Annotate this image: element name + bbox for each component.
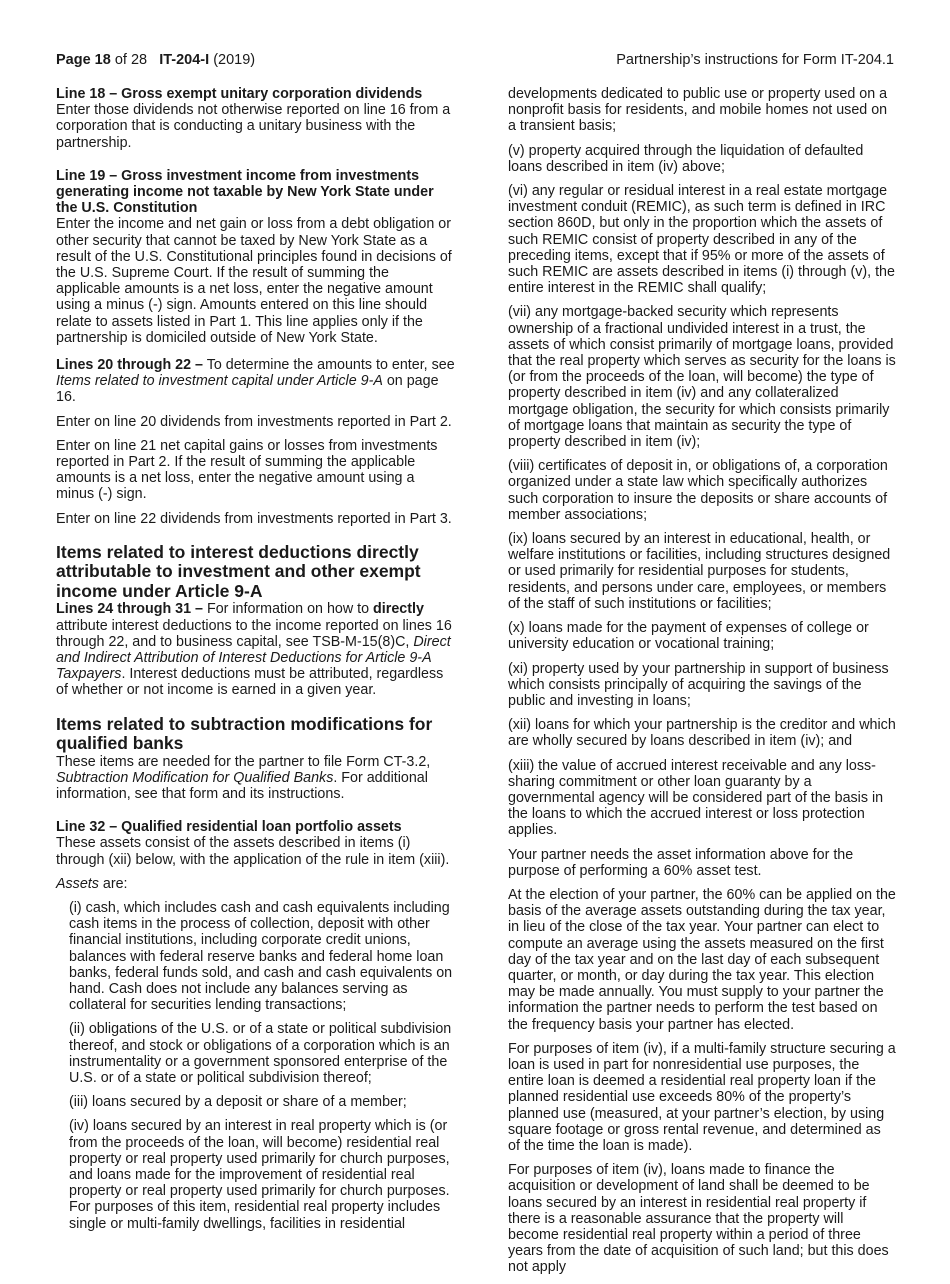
list-item: (i) cash, which includes cash and cash equivalents including cash items in the process of collection, deposit with other financial institutions, including corporate credit unions, balances with federal reserve banks and federal home loan banks, federal funds sold, and cash and cash equivalents on hand. Cash does not include any balances serving as collateral for securities lending transactions; <box>69 900 453 1014</box>
list-item: (xii) loans for which your partnership is the creditor and which are wholly secured by loans described in item (iv); and <box>508 717 896 750</box>
lines24-text-b: attribute interest deductions to the income reported on lines 16 through 22, and to business capital, see TSB-M-15(8)C, <box>56 617 452 650</box>
subtraction-paragraph <box>56 754 456 803</box>
left-column <box>56 86 456 1240</box>
list-item: (ix) loans secured by an interest in educational, health, or welfare institutions or facilities, including structures designed or used primarily for residential purposes for students, residents, and persons under care, employees, or members of the staff of such institutions or facilities; <box>508 531 891 612</box>
partner-asset-paragraph: Your partner needs the asset information above for the purpose of performing a 60% asset test. <box>508 846 854 879</box>
lines24-italic: Direct and Indirect Attribution of Interest Deductions for Article 9-A Taxpayers <box>56 633 451 683</box>
page-header <box>56 52 894 72</box>
page-label: Page 18 <box>56 52 111 68</box>
header-title: Partnership’s instructions for Form IT-204.1 <box>616 52 894 68</box>
page-number <box>56 52 255 68</box>
list-item: (ii) obligations of the U.S. or of a state or political subdivision thereof, and stock or obligations of a corporation which is an instrumentality or a government sponsored enterprise of the U.S. or of a state or political subdivision thereof; <box>69 1021 452 1087</box>
lines24-text-a: For information on how to <box>202 601 374 618</box>
multifamily-paragraph: For purposes of item (iv), if a multi-family structure securing a loan is used in part for nonresidential use purposes, the entire loan is deemed a residential real property loan if the planned residential use exceeds 80% of the property’s planned use (measured, at your partner’s election, by using square footage or gross rental revenue, and determined as of the time the loan is made). <box>508 1040 896 1154</box>
election-paragraph: At the election of your partner, the 60% can be applied on the basis of the average assets outstanding during the tax year, in lieu of the close of the tax year. Your partner can elect to compute an average using the assets measured on the first day of the tax year and on the last day of each subsequent quarter, or month, or day during the tax year. This election may be made annually. You must supply to your partner the information the partner needs to perform the test based on the frequency basis your partner has elected. <box>508 886 896 1033</box>
line32-heading: Line 32 – Qualified residential loan portfolio assets <box>56 819 402 836</box>
line18-body: Enter those dividends not otherwise reported on line 16 from a corporation that is conducting a unitary business with the partnership. <box>56 102 451 151</box>
line21-paragraph: Enter on line 21 net capital gains or losses from investments reported in Part 2. If the result of summing the applicable amounts is a net loss, enter the negative amount using a minus (-) sign. <box>56 437 438 503</box>
lines24-bold: Lines 24 through 31 – <box>56 601 203 618</box>
line20-paragraph: Enter on line 20 dividends from investments reported in Part 2. <box>56 413 452 430</box>
subtraction-italic: Subtraction Modification for Qualified Banks <box>56 769 334 786</box>
assets-italic: Assets <box>56 875 99 892</box>
lines20-italic: Items related to investment capital under Article 9-A <box>56 373 383 390</box>
lines20-end: on page 16. <box>56 373 439 406</box>
line19-heading: Line 19 – Gross investment income from investments generating income not taxable by New York State under the U.S. Constitution <box>56 167 434 217</box>
list-item: (vi) any regular or residual interest in a real estate mortgage investment conduit (REMIC), as such term is defined in IRC section 860D, but only in the proportion which the assets of such REMIC consist of property described in any of the preceding items, except that if 95% or more of the assets of such REMIC are assets described in items (i) through (v), the entire interest in the REMIC shall qualify; <box>508 183 895 297</box>
subtraction-text-b: . For additional information, see that form and its instructions. <box>56 769 428 802</box>
assets-rest: are: <box>98 875 128 892</box>
list-item: (vii) any mortgage-backed security which represents ownership of a fractional undivided interest in a trust, the assets of which consist primarily of mortgage loans, provided that the real property which serves as security for the loans is (or from the proceeds of the loan, will become) the type of property described in item (iv) and any collateralized mortgage obligation, the security for which consists primarily of mortgage loans that maintain as security the type of property described in item (iv); <box>508 304 896 451</box>
item-iv-continuation: developments dedicated to public use or property used on a nonprofit basis for residents, and mobile homes not used on a transient basis; <box>508 86 888 135</box>
line19-body: Enter the income and net gain or loss from a debt obligation or other security that cannot be taxed by New York State as a result of the U.S. Constitutional principles found in decisions of the U.S. Supreme Court. If the result of summing the applicable amounts is a net loss, enter the negative amount using a minus (-) sign. Amounts entered on this line should relate to assets listed in Part 1. This line applies only if the partnership is domiciled outside of New York State. <box>56 216 452 346</box>
line18-heading: Line 18 – Gross exempt unitary corporation dividends <box>56 86 423 102</box>
lines24-text-c: . Interest deductions must be attributed, regardless of whether or not income is earned in a given year. <box>56 666 444 699</box>
list-item: (iv) loans secured by an interest in real property which is (or from the proceeds of the loan, will become) residential real property or real property used primarily for church purposes, and loans made for the improvement of residential real property or real property used primarily for church purposes. For purposes of this item, residential real property includes single or multi-family dwellings, facilities in residential <box>69 1118 450 1232</box>
lines20-bold: Lines 20 through 22 – <box>56 357 203 374</box>
list-item: (x) loans made for the payment of expenses of college or university education or vocational training; <box>508 620 869 653</box>
list-item: (xiii) the value of accrued interest receivable and any loss-sharing commitment or other loan guaranty by a governmental agency will be considered part of the basis in the loans to which the accrued interest or loss protection applies. <box>508 757 884 839</box>
line22-paragraph: Enter on line 22 dividends from investments reported in Part 3. <box>56 510 452 527</box>
lines24-directly: directly <box>373 601 424 618</box>
items-interest-heading: Items related to interest deductions directly attributable to investment and other exempt income under Article 9-A <box>56 541 421 601</box>
assets-label <box>56 876 456 892</box>
form-id: IT-204-I <box>159 52 210 68</box>
lines20-text: To determine the amounts to enter, see <box>202 357 455 374</box>
list-item: (iii) loans secured by a deposit or share of a member; <box>69 1094 407 1111</box>
assets-list <box>56 900 456 1232</box>
list-item: (xi) property used by your partnership in support of business which consists principally of acquiring the savings of the public and investing in loans; <box>508 660 889 709</box>
land-paragraph: For purposes of item (iv), loans made to finance the acquisition or development of land shall be deemed to be loans secured by an interest in residential real property if there is a reasonable assurance that the property will become residential real property within a period of three years from the date of acquisition of such land; but this does not apply <box>508 1162 889 1276</box>
page-of: of 28 <box>110 52 148 68</box>
right-column <box>508 86 896 1284</box>
lines24-31-paragraph <box>56 601 456 698</box>
list-item: (viii) certificates of deposit in, or obligations of, a corporation organized under a state law which specifically authorizes such corporation to insure the deposits or share accounts of member associations; <box>508 458 888 523</box>
list-item: (v) property acquired through the liquidation of defaulted loans described in item (iv) above; <box>508 142 864 175</box>
lines20-22-paragraph <box>56 357 456 406</box>
subtraction-text-a: These items are needed for the partner to file Form CT-3.2, <box>56 753 431 770</box>
items-subtraction-heading: Items related to subtraction modifications for qualified banks <box>56 713 433 754</box>
line32-body: These assets consist of the assets described in items (i) through (xii) below, with the application of the rule in item (xiii). <box>56 835 450 868</box>
form-year: (2019) <box>209 52 256 68</box>
